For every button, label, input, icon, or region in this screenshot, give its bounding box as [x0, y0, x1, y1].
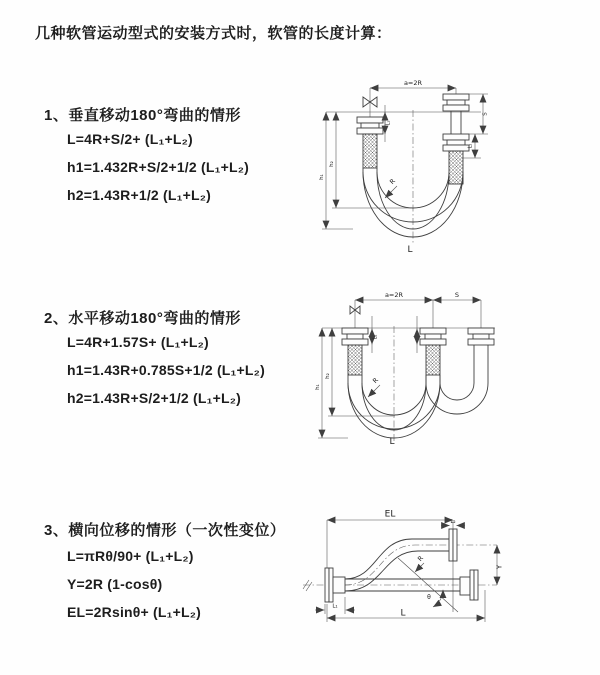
middle-pipe-assembly	[420, 328, 446, 375]
dim-y	[496, 545, 504, 585]
section-2-heading: 2、水平移动180°弯曲的情形	[44, 310, 241, 327]
break-mark	[303, 580, 312, 591]
svg-text:R: R	[371, 376, 381, 386]
section-2-formula-h2: h2=1.43R+S/2+1/2 (L₁+L₂)	[67, 390, 242, 406]
label-radius	[368, 376, 380, 397]
svg-text:a=2R: a=2R	[384, 291, 404, 299]
dim-el	[327, 509, 456, 613]
diagram-lateral-displacement	[300, 500, 600, 630]
diagram-horizontal-180-bend	[310, 283, 600, 448]
section-1-heading: 1、垂直移动180°弯曲的情形	[44, 107, 241, 124]
braided-hose-section	[363, 134, 377, 168]
section-2-formula-h1: h1=1.43R+0.785S+1/2 (L₁+L₂)	[67, 362, 265, 378]
braided-hose-section	[449, 151, 463, 184]
svg-text:h₂: h₂	[325, 373, 331, 379]
dim-l1	[315, 597, 355, 614]
svg-text:S: S	[454, 291, 460, 299]
diagram-vertical-180-bend	[313, 72, 590, 264]
svg-text:L₂: L₂	[467, 143, 474, 149]
left-pipe-assembly	[357, 117, 383, 168]
section-3-heading: 3、横向位移的情形（一次性变位）	[44, 522, 286, 539]
left-pipe-assembly	[342, 328, 368, 375]
right-pipe-assembly	[468, 328, 494, 345]
svg-text:θ: θ	[427, 594, 431, 601]
section-3-formula-EL: EL=2Rsinθ+ (L₁+L₂)	[67, 604, 202, 620]
label-radius	[415, 554, 425, 572]
label-length: L	[400, 608, 406, 619]
svg-text:h₁: h₁	[319, 174, 325, 180]
section-3-formula-Y: Y=2R (1-cosθ)	[67, 576, 163, 592]
svg-text:a=2R: a=2R	[403, 79, 423, 87]
svg-text:h₁: h₁	[315, 384, 321, 390]
right-pipe-assembly	[443, 94, 469, 184]
top-flange	[449, 529, 457, 561]
svg-text:Y: Y	[495, 564, 504, 570]
braided-hose-section	[348, 345, 362, 375]
svg-text:L₂: L₂	[450, 519, 456, 525]
svg-text:S: S	[482, 112, 489, 116]
section-3-formula-L: L=πRθ/90+ (L₁+L₂)	[67, 548, 194, 564]
dim-s	[469, 94, 489, 134]
svg-text:EL: EL	[384, 509, 396, 520]
svg-text:L₁: L₁	[385, 120, 392, 126]
label-length: L	[389, 437, 395, 447]
label-length: L	[407, 245, 413, 255]
left-flange	[325, 568, 345, 602]
dim-s	[433, 291, 481, 328]
svg-text:L₁: L₁	[332, 603, 338, 610]
section-1-formula-h1: h1=1.432R+S/2+1/2 (L₁+L₂)	[67, 159, 249, 175]
dim-l1	[372, 316, 379, 353]
braided-hose-section	[426, 345, 440, 375]
section-2-formula-L: L=4R+1.57S+ (L₁+L₂)	[67, 334, 209, 350]
label-radius	[385, 177, 397, 198]
document-title: 几种软管运动型式的安装方式时，软管的长度计算：	[35, 25, 392, 42]
hose-s-curve	[345, 539, 449, 591]
hose-u-bends	[348, 345, 488, 438]
svg-text:L₁: L₁	[372, 334, 379, 340]
section-1-formula-L: L=4R+S/2+ (L₁+L₂)	[67, 131, 193, 147]
dim-l1	[385, 105, 392, 142]
dim-a2r	[355, 291, 433, 328]
section-1-formula-h2: h2=1.43R+1/2 (L₁+L₂)	[67, 187, 212, 203]
svg-text:R: R	[388, 177, 398, 187]
svg-text:R: R	[416, 554, 426, 564]
svg-text:h₂: h₂	[329, 161, 335, 167]
